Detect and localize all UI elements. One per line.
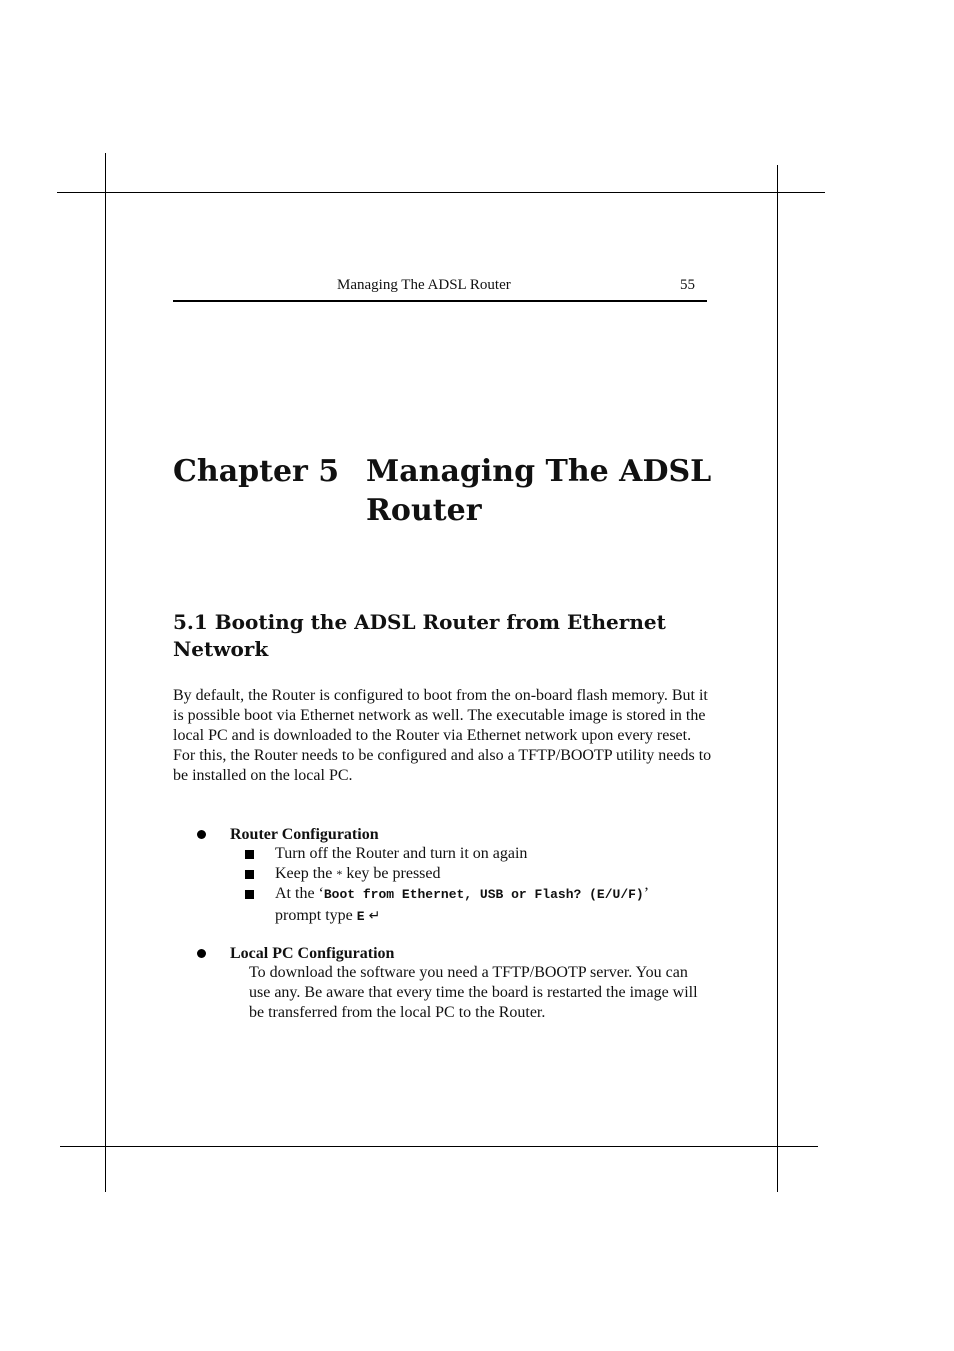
running-header-title: Managing The ADSL Router (337, 277, 511, 293)
chapter-label: Chapter 5 (173, 454, 340, 489)
pc-config-text: To download the software you need a TFTP/BOOTP server. You can use any. Be aware that every time the board is restarted the image will be transferred from the local PC to the Router. (249, 964, 698, 1021)
page-number: 55 (680, 277, 695, 293)
router-step-2 (275, 864, 441, 884)
router-config-title: Router Configuration (230, 826, 379, 843)
running-header (173, 276, 707, 302)
boot-prompt-text: Boot from Ethernet, USB or Flash? (E/U/F) (323, 887, 644, 902)
router-step-3-prompt-type: prompt type (275, 907, 357, 924)
router-step-2-pre: Keep the (275, 865, 337, 882)
enter-key-icon: ↵ (368, 909, 381, 924)
crop-mark-top (57, 192, 825, 193)
crop-mark-right (777, 165, 778, 1192)
bullet-dot-icon (197, 949, 206, 958)
router-step-3-line2 (275, 906, 380, 927)
key-e: E (356, 909, 365, 924)
pc-config-title: Local PC Configuration (230, 945, 395, 962)
router-step-1: Turn off the Router and turn it on again (275, 845, 528, 862)
section-heading: 5.1 Booting the ADSL Router from Ethernet Network (173, 610, 666, 661)
intro-paragraph: By default, the Router is configured to boot from the on-board flash memory. But it is possible boot via Ethernet network as well. The executable image is stored in the local PC and is downloaded to the Router via Ethernet network upon every reset. For this, the Router needs to be configured and also a TFTP/BOOTP utility needs to be installed on the local PC. (173, 687, 712, 784)
bullet-dot-icon (197, 830, 206, 839)
crop-mark-left (105, 153, 106, 1192)
square-bullet-icon (245, 850, 254, 859)
router-step-2-key: * (336, 867, 343, 881)
router-step-3-quote: ’ (643, 885, 650, 902)
chapter-title: Managing The ADSL Router (366, 454, 712, 528)
crop-mark-bottom (60, 1146, 818, 1147)
router-step-3 (275, 884, 649, 905)
router-step-3-pre: At the ‘ (275, 885, 324, 902)
square-bullet-icon (245, 890, 254, 899)
router-step-2-post: key be pressed (342, 865, 441, 882)
square-bullet-icon (245, 870, 254, 879)
